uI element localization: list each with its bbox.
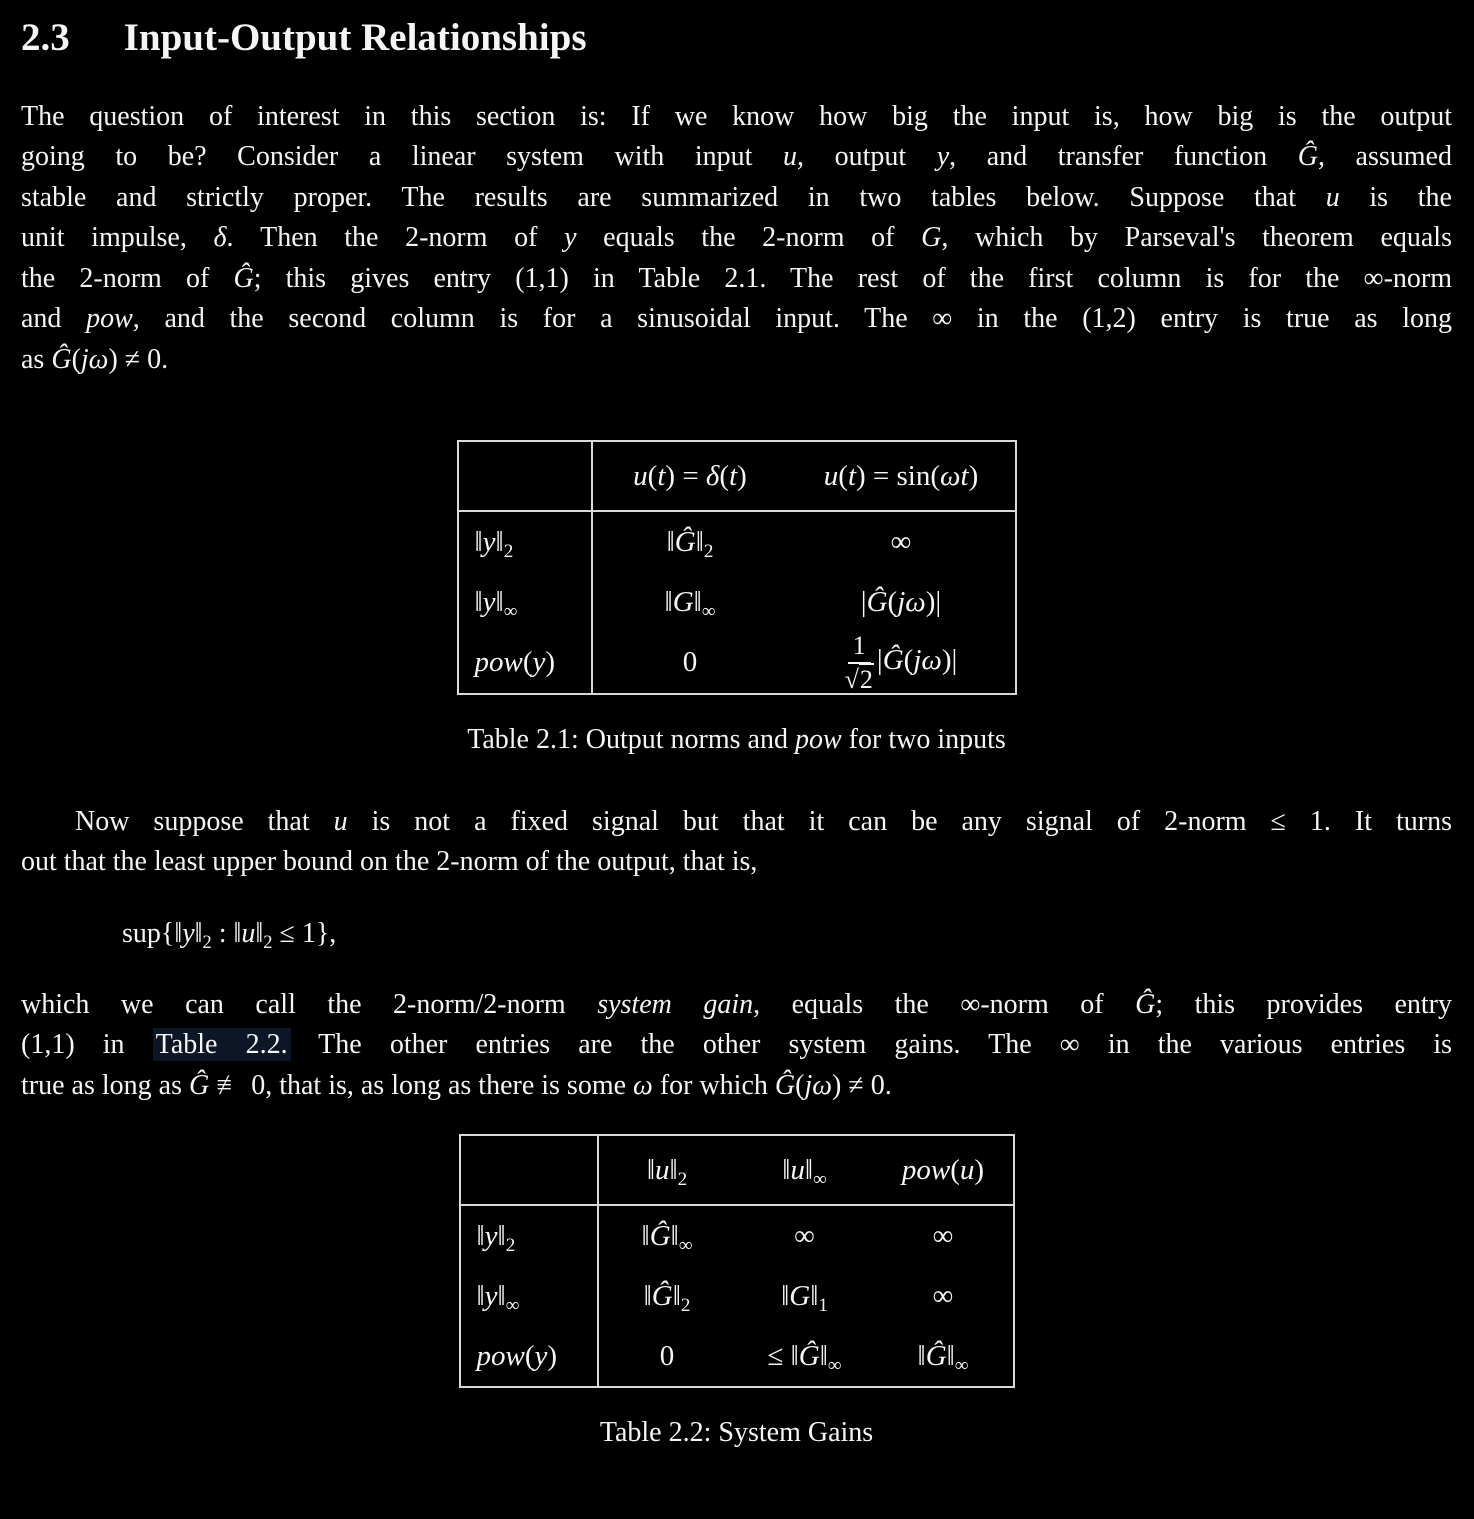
text-line: The question of interest in this section is: If we know how big the input is, how big is the output [21, 100, 1452, 132]
table-cell: ∞ [890, 525, 912, 558]
text-line: out that the least upper bound on the 2-norm of the output, that is, [21, 846, 758, 878]
column-header: $‖u‖_\infty$ [736, 1135, 874, 1205]
table-cell: $‖G‖_\infty$ [664, 585, 716, 622]
table-cell: $‖Ĝ‖_\infty$ [917, 1339, 969, 1377]
display-formula: $sup\{‖y‖_2$ : $‖u‖_2 \le 1$}, [122, 917, 337, 952]
column-header: $‖u‖_2$ [598, 1135, 736, 1205]
table-header-row [458, 441, 1016, 511]
table-cell: ∞ [932, 1219, 954, 1252]
fraction: $\frac{1}{√2}$ [844, 631, 873, 694]
corner-cell [460, 1135, 598, 1205]
table-cell: $\frac{1}{√2}$ |Ĝ(jω)| [844, 631, 958, 694]
table-cell: $‖G‖_1$ [781, 1279, 828, 1317]
column-header: pow(u) [874, 1135, 1014, 1205]
table-row [460, 1326, 1014, 1387]
column-header: u(t) = δ(t) [592, 441, 788, 511]
paragraph-2 [21, 802, 1452, 883]
row-label: pow(y) [460, 1326, 598, 1387]
table-2-1-caption: Table 2.1: Output norms and pow for two inputs [467, 723, 1006, 755]
row-label: pow(y) [458, 632, 592, 694]
row-label: $‖y‖_2$ [458, 511, 592, 572]
text-line: (1,1) in Table 2.2. The other entries are the other system gains. The ∞ in the various entries is [21, 1029, 1452, 1061]
table-cell: ∞ [932, 1279, 954, 1312]
table-2-2 [459, 1134, 1015, 1388]
table-row [460, 1266, 1014, 1326]
section-title: Input-Output Relationships [123, 16, 587, 59]
table-row [458, 572, 1016, 632]
table-header-row [460, 1135, 1014, 1205]
table-row [458, 632, 1016, 694]
paragraph-3 [21, 985, 1452, 1107]
row-label: $‖y‖_\infty$ [458, 572, 592, 632]
section-heading [21, 16, 1452, 61]
text-line: unit impulse, δ. Then the 2-norm of y equals the 2-norm of G, which by Parseval's theorem equals [21, 222, 1452, 254]
row-label: $‖y‖_\infty$ [460, 1266, 598, 1326]
table-cell: $‖Ĝ‖_2$ [666, 525, 714, 562]
table-cell: |Ĝ(jω)| [860, 585, 942, 618]
text-line: which we can call the 2-norm/2-norm system gain, equals the ∞-norm of Ĝ; this provides entry [21, 988, 1453, 1020]
text-line: going to be? Consider a linear system with input u, output y, and transfer function Ĝ, assumed [21, 141, 1452, 173]
text-line: stable and strictly proper. The results are summarized in two tables below. Suppose that u is the [21, 181, 1452, 213]
table-row [458, 511, 1016, 572]
column-header: u(t) = sin(ωt) [788, 441, 1016, 511]
table-2-2-link[interactable]: Table 2.2. [153, 1028, 291, 1061]
table-2-1 [457, 440, 1017, 695]
row-label: $‖y‖_2$ [460, 1205, 598, 1266]
table-cell: ∞ [794, 1219, 815, 1252]
table-cell: ≤ $‖Ĝ‖_\infty$ [767, 1339, 842, 1377]
text-line: Now suppose that u is not a fixed signal but that it can be any signal of 2-norm ≤ 1. It turns [75, 805, 1452, 837]
table-cell: $‖Ĝ‖_\infty$ [641, 1219, 693, 1257]
text-line: and pow, and the second column is for a sinusoidal input. The ∞ in the (1,2) entry is true as long [21, 303, 1452, 335]
corner-cell [458, 441, 592, 511]
text-line: as Ĝ(jω) ≠ 0. [21, 343, 169, 375]
table-cell: 0 [659, 1339, 675, 1372]
text-line: the 2-norm of Ĝ; this gives entry (1,1) in Table 2.1. The rest of the first column is for the ∞-norm [21, 262, 1452, 294]
table-cell: 0 [682, 646, 698, 679]
table-cell: $‖Ĝ‖_2$ [643, 1279, 691, 1317]
text-line: true as long as Ĝ ≢ 0, that is, as long as there is some ω for which Ĝ(jω) ≠ 0. [21, 1069, 892, 1101]
table-2-2-caption: Table 2.2: System Gains [599, 1417, 874, 1449]
section-number: 2.3 [21, 16, 70, 59]
paragraph-intro [21, 97, 1452, 381]
table-row [460, 1205, 1014, 1266]
